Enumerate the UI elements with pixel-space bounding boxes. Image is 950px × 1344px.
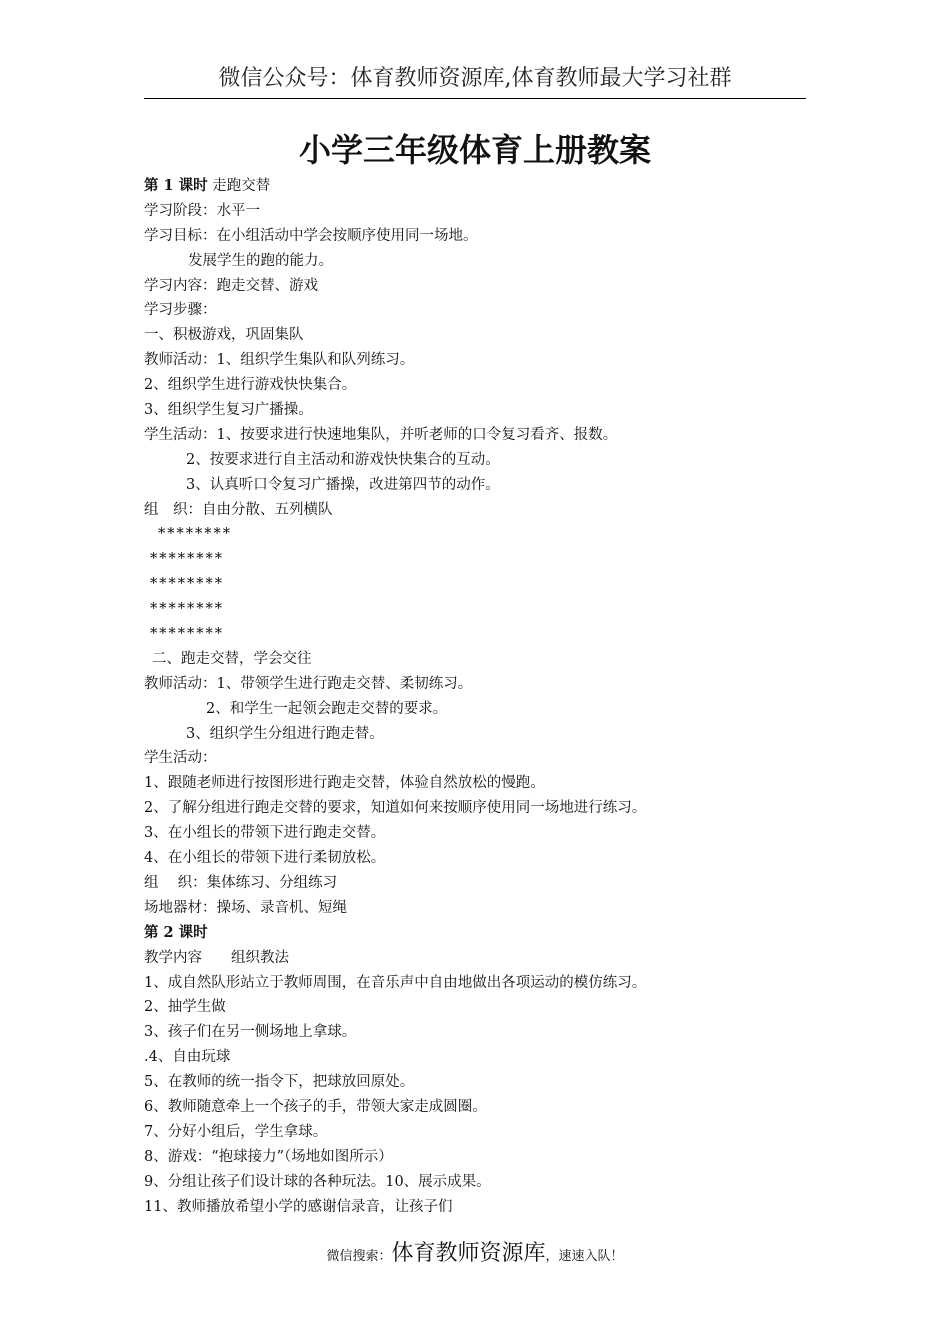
formation-row: ******** — [150, 601, 224, 618]
header-text: 微信公众号：体育教师资源库,体育教师最大学习社群 — [218, 66, 732, 91]
page-header — [144, 62, 806, 99]
lesson1-student2-activity-4: 4、在小组长的带领下进行柔韧放松。 — [144, 850, 386, 867]
lesson1-goal-1: 学习目标：在小组活动中学会按顺序使用同一场地。 — [144, 227, 478, 244]
lesson1-student-activity-2: 2、按要求进行自主活动和游戏快快集合的互动。 — [186, 451, 500, 468]
footer-main: 体育教师资源库 — [391, 1241, 546, 1266]
lesson1-goal-2: 发展学生的跑的能力。 — [188, 252, 333, 269]
lesson2-item: 5、在教师的统一指令下，把球放回原处。 — [144, 1074, 415, 1091]
formation-row: ******** — [158, 526, 232, 543]
lesson1-stage: 学习阶段：水平一 — [144, 202, 260, 219]
lesson2-item: 3、孩子们在另一侧场地上拿球。 — [144, 1024, 357, 1041]
lesson1-student2-activity-3: 3、在小组长的带领下进行跑走交替。 — [144, 825, 386, 842]
formation-row: ******** — [150, 626, 224, 643]
lesson1-student2-activity-2: 2、了解分组进行跑走交替的要求，知道如何来按顺序使用同一场地进行练习。 — [144, 800, 647, 817]
lesson1-teacher2-activity-1: 教师活动：1、带领学生进行跑走交替、柔韧练习。 — [144, 675, 473, 692]
lesson1-part1-title: 一、积极游戏，巩固集队 — [144, 327, 304, 344]
document-title: 小学三年级体育上册教案 — [298, 131, 651, 169]
lesson1-student-activity-3: 3、认真听口令复习广播操，改进第四节的动作。 — [186, 476, 500, 493]
lesson1-heading — [144, 174, 824, 199]
lesson1-teacher2-activity-3: 3、组织学生分组进行跑走替。 — [186, 725, 384, 742]
lesson1-part2-title: 二、跑走交替，学会交往 — [152, 650, 312, 667]
lesson1-teacher-activity-2: 2、组织学生进行游戏快快集合。 — [144, 377, 357, 394]
lesson1-teacher-activity-1: 教师活动：1、组织学生集队和队列练习。 — [144, 352, 415, 369]
lesson1-equipment: 场地器材：操场、录音机、短绳 — [144, 899, 347, 916]
lesson1-student2-label: 学生活动： — [144, 750, 217, 767]
formation-row: ******** — [150, 551, 224, 568]
formation-row: ******** — [150, 576, 224, 593]
lesson1-heading-number: 第 1 课时 — [144, 177, 208, 194]
footer-suffix: ，速速入队！ — [545, 1249, 624, 1264]
lesson2-item: 1、成自然队形站立于教师周围，在音乐声中自由地做出各项运动的模仿练习。 — [144, 974, 647, 991]
lesson1-organization-2: 组 织：集体练习、分组练习 — [144, 874, 338, 891]
lesson2-item: 8、游戏：“抱球接力”（场地如图所示） — [144, 1148, 393, 1165]
lesson1-content: 学习内容：跑走交替、游戏 — [144, 277, 318, 294]
lesson1-student-activity-1: 学生活动：1、按要求进行快速地集队，并听老师的口令复习看齐、报数。 — [144, 426, 618, 443]
lesson2-item: 7、分好小组后，学生拿球。 — [144, 1123, 328, 1140]
lesson2-item: .4、自由玩球 — [144, 1049, 231, 1066]
lesson2-columns: 教学内容 组织教法 — [144, 949, 289, 966]
lesson1-steps-label: 学习步骤： — [144, 302, 217, 319]
lesson2-item: 6、教师随意牵上一个孩子的手，带领大家走成圆圈。 — [144, 1098, 487, 1115]
document-body — [144, 174, 824, 1219]
lesson2-item: 9、分组让孩子们设计球的各种玩法。10、展示成果。 — [144, 1173, 491, 1190]
footer-prefix: 微信搜索： — [326, 1249, 392, 1264]
lesson2-heading: 第 2 课时 — [144, 923, 208, 941]
lesson1-teacher2-activity-2: 2、和学生一起领会跑走交替的要求。 — [206, 700, 448, 717]
lesson2-item: 2、抽学生做 — [144, 999, 226, 1016]
page-footer — [0, 1238, 950, 1273]
lesson1-teacher-activity-3: 3、组织学生复习广播操。 — [144, 402, 313, 419]
lesson2-item: 11、教师播放希望小学的感谢信录音，让孩子们 — [144, 1198, 453, 1215]
lesson1-organization: 组 织：自由分散、五列横队 — [144, 501, 333, 518]
lesson1-heading-topic: 走跑交替 — [207, 178, 271, 194]
lesson1-student2-activity-1: 1、跟随老师进行按图形进行跑走交替，体验自然放松的慢跑。 — [144, 775, 545, 792]
